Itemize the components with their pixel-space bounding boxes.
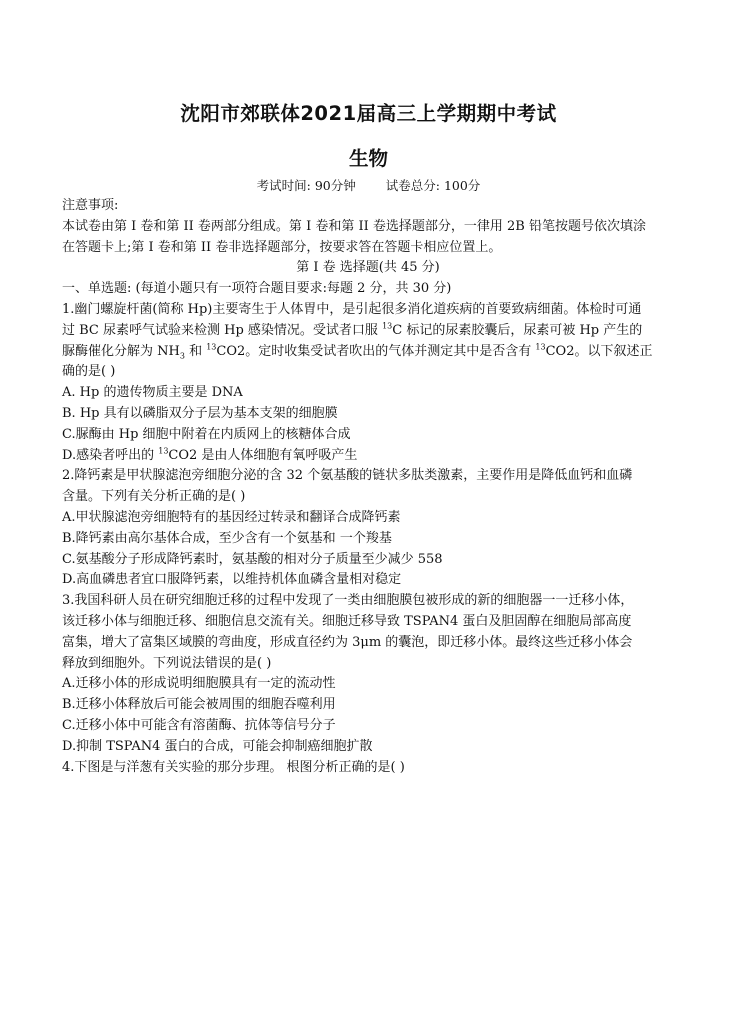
q1-stem-line-2: 过 BC 尿素呼气试验来检测 Hp 感染情况。受试者口服 $^{13}$C 标记的尿素胶囊后，尿素可被 Hp 产生的 <box>62 321 643 338</box>
section-title: 第 I 卷 选择题(共 45 分) <box>296 260 440 276</box>
notice-heading: 注意事项: <box>62 198 119 213</box>
notice-line-1: 本试卷由第 I 卷和第 II 卷两部分组成。第 I 卷和第 II 卷选择题部分，一律用 2B 铅笔按题号依次填涂 <box>62 218 646 234</box>
q3-option-a: A.迁移小体的形成说明细胞膜具有一定的流动性 <box>62 676 336 692</box>
exam-time: 考试时间: 90分钟 <box>256 178 356 193</box>
exam-total-score: 试卷总分: 100分 <box>385 178 481 193</box>
subject-title: 生物 <box>348 147 388 170</box>
q3-stem-line-4: 释放到细胞外。下列说法错误的是( ) <box>62 655 272 671</box>
q1-stem-line-3: 脲酶催化分解为 $NH_3$ 和 $^{13}$CO2。定时收集受试者吹出的气体并测定其中是否含有 $^{13}$CO2。以下叙述正 <box>62 342 653 361</box>
q1-option-b: B. Hp 具有以磷脂双分子层为基本支架的细胞膜 <box>62 405 338 421</box>
q2-option-d: D.高血磷患者宜口服降钙素，以维持机体血磷含量相对稳定 <box>62 572 402 588</box>
q3-stem-line-3: 富集，增大了富集区域膜的弯曲度，形成直径约为 3μm 的囊泡，即迁移小体。最终这些迁移小体会 <box>62 634 633 650</box>
q2-stem-line-2: 含量。下列有关分析正确的是( ) <box>62 489 246 505</box>
q3-option-b: B.迁移小体释放后可能会被周围的细胞吞噬利用 <box>62 697 336 713</box>
q3-option-c: C.迁移小体中可能含有溶菌酶、抗体等信号分子 <box>62 717 336 733</box>
q4-stem-line-1: 4.下图是与洋葱有关实验的那分步理。 根图分析正确的是( ) <box>62 759 405 775</box>
q1-stem-line-4: 确的是( ) <box>62 364 116 380</box>
q3-stem-line-1: 3.我国科研人员在研究细胞迁移的过程中发现了一类由细胞膜包被形成的新的细胞器一一迁移小体， <box>62 593 634 609</box>
q3-stem-line-2: 该迁移小体与细胞迁移、细胞信息交流有关。细胞迁移导致 TSPAN4 蛋白及胆固醇在细胞局部高度 <box>62 613 632 629</box>
q3-option-d: D.抑制 TSPAN4 蛋白的合成，可能会抑制癌细胞扩散 <box>62 738 373 754</box>
q2-option-b: B.降钙素由高尔基体合成，至少含有一个氨基和 一个羧基 <box>62 530 392 546</box>
exam-content <box>62 196 674 778</box>
q1-option-d: D.感染者呼出的 $^{13}$CO2 是由人体细胞有氧呼吸产生 <box>62 446 358 463</box>
exam-meta <box>0 176 737 194</box>
notice-line-2: 在答题卡上;第 I 卷和第 II 卷非选择题部分，按要求答在答题卡相应位置上。 <box>62 239 502 255</box>
q2-stem-line-1: 2.降钙素是甲状腺滤泡旁细胞分泌的含 32 个氨基酸的链状多肽类激素，主要作用是降低血钙和血磷 <box>62 468 633 484</box>
part-heading: 一、单选题: (每道小题只有一项符合题目要求:每题 2 分，共 30 分) <box>62 281 452 297</box>
q2-option-a: A.甲状腺滤泡旁细胞特有的基因经过转录和翻译合成降钙素 <box>62 509 401 525</box>
exam-title: 沈阳市郊联体2021届高三上学期期中考试 <box>180 102 557 125</box>
q2-option-c: C.氨基酸分子形成降钙素时，氨基酸的相对分子质量至少减少 558 <box>62 551 443 567</box>
q1-stem-line-1: 1.幽门螺旋杆菌(简称 Hp)主要寄生于人体胃中，是引起很多消化道疾病的首要致病细菌。体检时可通 <box>62 301 642 317</box>
q1-option-c: C.脲酶由 Hp 细胞中附着在内质网上的核糖体合成 <box>62 426 351 442</box>
q1-option-a: A. Hp 的遗传物质主要是 DNA <box>62 385 243 401</box>
